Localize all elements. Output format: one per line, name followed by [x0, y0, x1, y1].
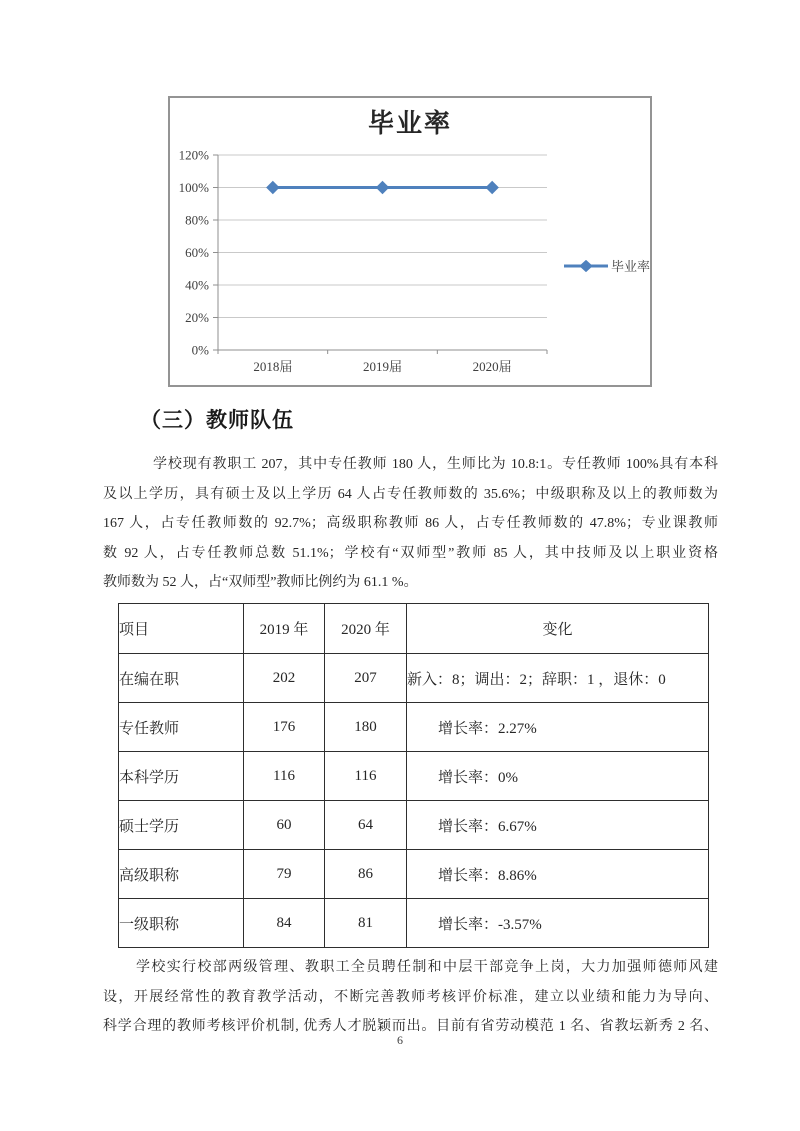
table-header-row	[119, 604, 709, 654]
change-cell: 增长率：8.86%	[407, 850, 709, 899]
value-2020: 86	[325, 850, 407, 899]
item-cell: 高级职称	[119, 850, 244, 899]
legend-label: 毕业率	[611, 259, 651, 274]
svg-text:40%: 40%	[185, 277, 209, 293]
change-cell: 增长率：0%	[407, 752, 709, 801]
teacher-overview-paragraph	[103, 450, 718, 598]
item-cell: 在编在职	[119, 654, 244, 703]
change-cell: 新入：8；调出：2；辞职：1 ，退休：0	[407, 654, 709, 703]
item-cell: 一级职称	[119, 899, 244, 948]
paragraph-line: 学校实行校部两级管理、教职工全员聘任制和中层干部竞争上岗，大力加强师德师风建	[136, 960, 718, 975]
svg-text:120%: 120%	[178, 147, 209, 163]
svg-text:80%: 80%	[185, 212, 209, 228]
value-2019: 84	[244, 899, 325, 948]
paragraph-line: 科学合理的教师考核评价机制, 优秀人才脱颖而出。目前有省劳动模范 1 名、省教坛新秀 2 名、	[103, 1019, 718, 1034]
svg-text:2018届: 2018届	[253, 359, 293, 374]
svg-text:60%: 60%	[185, 245, 209, 260]
paragraph-line: 167 人，占专任教师数的 92.7%；高级职称教师 86 人，占专任教师数的 47.8%；专业课教师	[103, 516, 718, 531]
value-2020: 180	[325, 703, 407, 752]
item-cell: 硕士学历	[119, 801, 244, 850]
paragraph-line: 及以上学历，具有硕士及以上学历 64 人占专任教师数的 35.6%；中级职称及以上的教师数为	[103, 486, 718, 502]
graduation-rate-chart	[168, 96, 652, 387]
value-2020: 116	[325, 752, 407, 801]
staff-comparison-table	[118, 603, 709, 948]
management-paragraph	[103, 953, 718, 1042]
value-2019: 176	[244, 703, 325, 752]
change-cell: 增长率：2.27%	[407, 703, 709, 752]
value-2020: 207	[325, 654, 407, 703]
change-cell: 增长率：6.67%	[407, 801, 709, 850]
value-2020: 81	[325, 899, 407, 948]
svg-text:2020届: 2020届	[472, 359, 512, 374]
table-row	[119, 654, 709, 703]
value-2020: 64	[325, 801, 407, 850]
column-header-change: 变化	[407, 604, 709, 654]
column-header-item: 项目	[119, 604, 244, 654]
paragraph-line: 教师数为 52 人，占“双师型”教师比例约为 61.1 %。	[103, 575, 418, 590]
table-row	[119, 703, 709, 752]
table-row	[119, 801, 709, 850]
item-cell: 专任教师	[119, 703, 244, 752]
table-row	[119, 899, 709, 948]
page-number: 6	[397, 1033, 403, 1047]
value-2019: 79	[244, 850, 325, 899]
column-header-2019: 2019 年	[244, 604, 325, 654]
svg-text:100%: 100%	[178, 180, 209, 195]
svg-text:2019届: 2019届	[362, 359, 403, 374]
value-2019: 116	[244, 752, 325, 801]
change-cell: 增长率：-3.57%	[407, 899, 709, 948]
paragraph-line: 设，开展经常性的教育教学活动，不断完善教师考核评价标准，建立以业绩和能力为导向、	[103, 989, 718, 1005]
paragraph-line: 学校现有教职工 207，其中专任教师 180 人，生师比为 10.8:1。专任教师 100%具有本科	[153, 457, 718, 472]
legend-line-marker-icon	[563, 260, 609, 272]
table-row	[119, 752, 709, 801]
section-heading: （三）教师队伍	[140, 409, 294, 432]
table-row	[119, 850, 709, 899]
paragraph-line: 数 92 人，占专任教师总数 51.1%；学校有“双师型”教师 85 人，其中技师及以上职业资格	[103, 545, 718, 561]
column-header-2020: 2020 年	[325, 604, 407, 654]
svg-text:20%: 20%	[185, 310, 209, 325]
item-cell: 本科学历	[119, 752, 244, 801]
value-2019: 60	[244, 801, 325, 850]
svg-text:0%: 0%	[191, 342, 209, 358]
chart-plot-area	[170, 98, 650, 385]
chart-legend	[563, 256, 650, 275]
chart-title: 毕业率	[367, 109, 452, 138]
value-2019: 202	[244, 654, 325, 703]
